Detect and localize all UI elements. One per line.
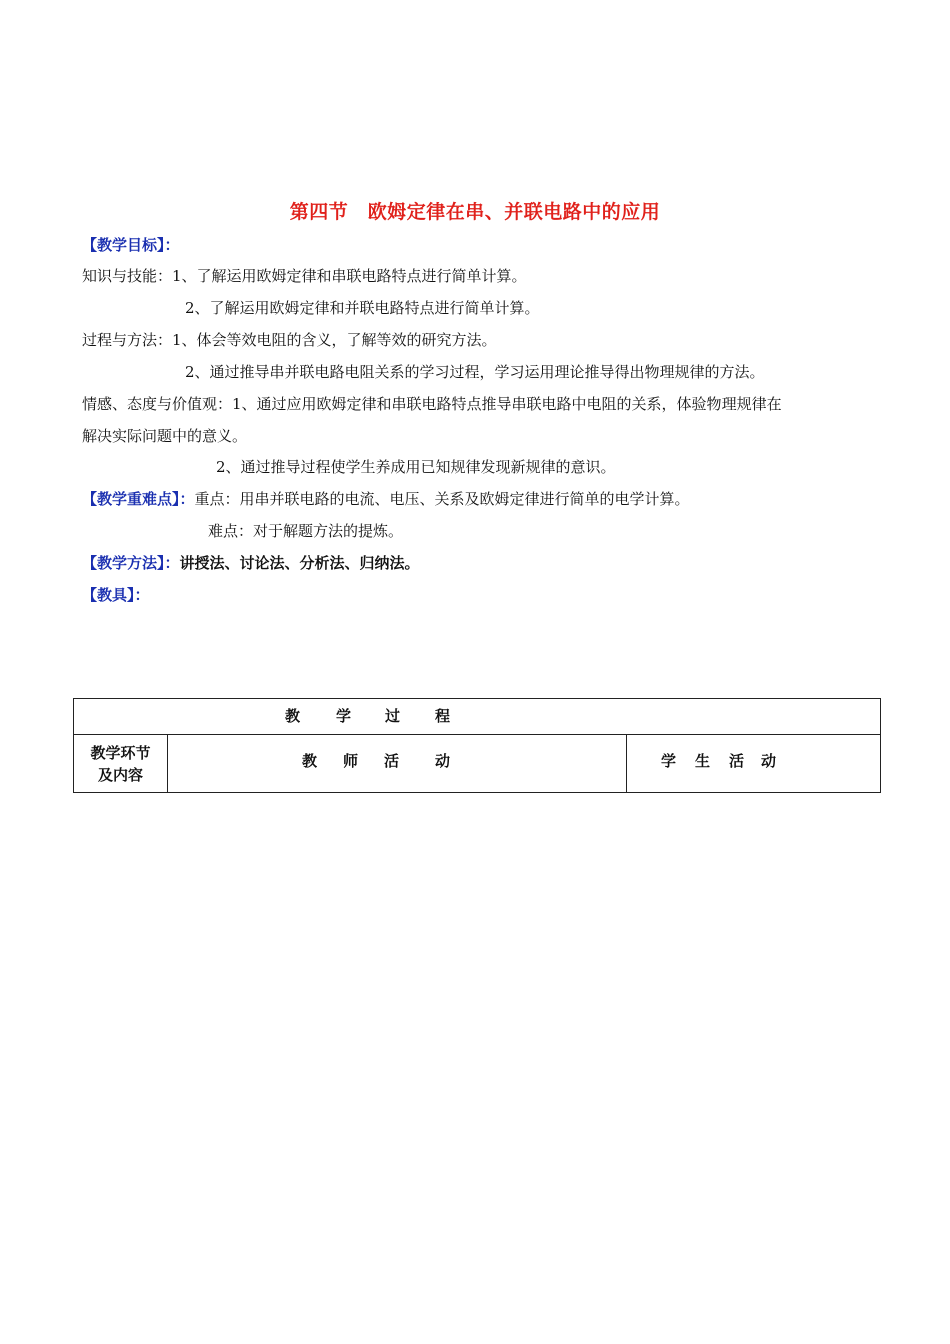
methods-tag: 【教学方法】	[82, 554, 165, 572]
header-char-4: 程	[435, 707, 451, 725]
knowledge-item-1: 1、了解运用欧姆定律和串联电路特点进行简单计算。	[172, 267, 527, 285]
section-col-line-2: 及内容	[97, 765, 143, 784]
tools-tag: 【教具】	[82, 586, 135, 604]
student-char-4: 动	[761, 752, 777, 770]
objectives-tag: 【教学目标】	[82, 236, 165, 254]
student-char-1: 学	[661, 752, 677, 770]
objectives-colon: ：	[164, 236, 180, 254]
emotion-label: 情感、态度与价值观：	[82, 395, 233, 413]
student-char-3: 活	[729, 752, 745, 770]
difficult-point-text: 难点：对于解题方法的提炼。	[208, 522, 404, 540]
emotion-line-1	[82, 394, 782, 414]
objectives-heading	[82, 235, 180, 255]
key-points-colon: ：	[179, 490, 195, 508]
student-activity-header	[627, 735, 881, 793]
key-points-line	[82, 489, 690, 509]
emotion-line-3	[216, 457, 616, 477]
process-line-1	[82, 330, 497, 350]
tools-colon: ：	[134, 586, 150, 604]
knowledge-line-2	[185, 298, 540, 318]
teaching-process-table	[73, 698, 881, 793]
table-header-row	[74, 699, 881, 735]
key-point-text: 重点：用串并联电路的电流、电压、关系及欧姆定律进行简单的电学计算。	[194, 490, 690, 508]
process-label: 过程与方法：	[82, 331, 173, 349]
emotion-item-1a: 1、通过应用欧姆定律和串联电路特点推导串联电路中电阻的关系，体验物理规律在	[232, 395, 782, 413]
knowledge-item-2: 2、了解运用欧姆定律和并联电路特点进行简单计算。	[185, 299, 540, 317]
teacher-activity-header	[168, 735, 627, 793]
emotion-item-2: 2、通过推导过程使学生养成用已知规律发现新规律的意识。	[216, 458, 616, 476]
header-char-2: 学	[336, 707, 352, 725]
key-points-tag: 【教学重难点】	[82, 490, 180, 508]
process-item-2: 2、通过推导串并联电路电阻关系的学习过程，学习运用理论推导得出物理规律的方法。	[185, 363, 765, 381]
methods-colon: ：	[164, 554, 180, 572]
section-col-line-1: 教学环节	[90, 743, 151, 762]
emotion-line-2	[82, 426, 247, 446]
difficult-point-line	[208, 521, 403, 541]
teacher-char-3: 活	[384, 752, 400, 770]
teacher-char-1: 教	[302, 752, 318, 770]
emotion-item-1b: 解决实际问题中的意义。	[82, 427, 248, 445]
header-char-3: 过	[385, 707, 401, 725]
table-column-row	[74, 735, 881, 793]
knowledge-line-1	[82, 266, 527, 286]
header-char-1: 教	[285, 707, 301, 725]
process-item-1: 1、体会等效电阻的含义，了解等效的研究方法。	[172, 331, 497, 349]
tools-line	[82, 585, 150, 605]
teacher-char-2: 师	[343, 752, 359, 770]
page-title: 第四节 欧姆定律在串、并联电路中的应用	[289, 201, 661, 223]
section-column-header	[74, 735, 168, 793]
knowledge-label: 知识与技能：	[82, 267, 173, 285]
table-header-cell	[74, 699, 881, 735]
methods-text: 讲授法、讨论法、分析法、归纳法。	[179, 554, 420, 572]
student-char-2: 生	[695, 752, 711, 770]
process-line-2	[185, 362, 765, 382]
methods-line	[82, 553, 420, 573]
teacher-char-4: 动	[435, 752, 451, 770]
